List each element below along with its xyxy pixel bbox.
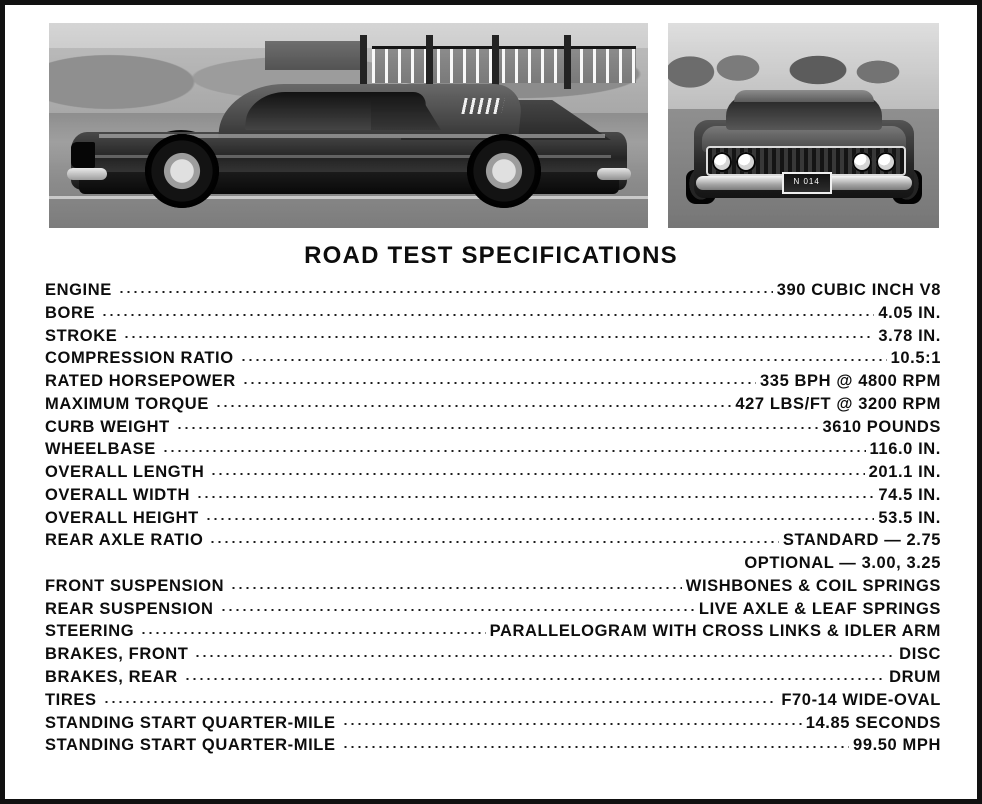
spec-row [45,643,941,666]
spec-label: MAXIMUM TORQUE [45,394,209,413]
leader-dots [162,444,866,458]
spec-row [45,370,941,393]
leader-dots [123,330,874,344]
car-side-silhouette [71,82,627,210]
spec-value: LIVE AXLE & LEAF SPRINGS [698,599,941,618]
spec-row [45,712,941,735]
spec-value: 390 CUBIC INCH V8 [776,281,941,299]
spec-label: STANDING START QUARTER-MILE [45,713,336,732]
spec-value: F70-14 WIDE-OVAL [781,690,941,709]
headlamp-icon [736,152,756,172]
spec-row [45,302,941,325]
spec-label: STEERING [45,622,135,641]
spec-value: 3610 POUNDS [822,417,941,436]
spec-label: ENGINE [45,281,112,299]
leader-dots [205,512,875,526]
spec-row [45,325,941,348]
spec-label: REAR AXLE RATIO [45,531,204,550]
spec-value: 53.5 IN. [878,508,941,527]
front-grille [71,142,95,168]
spec-label: RATED HORSEPOWER [45,372,236,391]
spec-value: 427 LBS/FT @ 3200 RPM [735,394,941,413]
fence-post [426,35,433,88]
spec-row [45,620,941,643]
spec-label: OVERALL LENGTH [45,463,205,482]
leader-dots [118,285,773,299]
headlamp-icon [712,152,732,172]
spec-row [45,416,941,439]
spec-row [45,438,941,461]
front-view-photo [668,23,939,228]
spec-label: TIRES [45,690,97,709]
leader-dots [140,626,485,640]
leader-dots [101,308,874,322]
leader-dots [210,467,864,481]
spec-label: STROKE [45,326,118,345]
spec-value: DISC [899,645,941,664]
spec-label: FRONT SUSPENSION [45,576,225,595]
spec-label: COMPRESSION RATIO [45,349,234,368]
rear-wheel [467,134,541,208]
leader-dots [194,649,895,663]
leader-dots [342,717,802,731]
spec-label: REAR SUSPENSION [45,599,214,618]
leader-dots [220,603,695,617]
spec-row [45,347,941,370]
spec-label: BORE [45,303,96,322]
spec-value: 335 BPH @ 4800 RPM [760,372,941,391]
leader-dots [209,535,778,549]
spec-row [45,552,941,575]
fence-post [564,35,571,88]
leader-dots [342,740,849,754]
spec-value: 3.78 IN. [878,326,941,345]
page-title: ROAD TEST SPECIFICATIONS [304,242,678,269]
spec-row [45,484,941,507]
spec-label: OVERALL HEIGHT [45,508,199,527]
background-building [265,41,361,70]
spec-row [45,507,941,530]
spec-label: OVERALL WIDTH [45,485,190,504]
spec-row [45,598,941,621]
headlamp-icon [852,152,872,172]
license-plate: N 014 [782,172,832,194]
fender-vent-icon [461,98,504,114]
leader-dots [230,581,682,595]
spec-value: 14.85 SECONDS [805,713,941,732]
spec-label: BRAKES, REAR [45,668,178,687]
fence-post [492,35,499,88]
leader-dots [215,399,731,413]
spec-value: 99.50 MPH [853,736,941,755]
spec-value: 10.5:1 [890,349,941,368]
spec-value: 116.0 IN. [869,440,941,459]
spec-value: DRUM [889,668,941,687]
spec-row [45,393,941,416]
spec-row [45,279,941,302]
fence-post [360,35,367,88]
rear-bumper [597,168,631,180]
leader-dots [242,376,756,390]
spec-value: STANDARD — 2.75 [782,531,941,550]
front-bumper [67,168,107,180]
side-view-photo [49,23,648,228]
spec-value: 4.05 IN. [878,303,941,322]
photo-row [27,23,955,228]
headlamp-icon [876,152,896,172]
car-roof [734,90,874,102]
spec-value: PARALLELOGRAM WITH CROSS LINKS & IDLER ARM [489,622,941,641]
leader-dots [176,421,819,435]
spec-row [45,461,941,484]
leader-dots [196,490,874,504]
spec-label: STANDING START QUARTER-MILE [45,736,336,755]
spec-value: OPTIONAL — 3.00, 3.25 [744,554,941,573]
car-front-silhouette [686,64,922,214]
spec-value: WISHBONES & COIL SPRINGS [685,576,941,595]
spec-label: CURB WEIGHT [45,417,170,436]
spec-label: BRAKES, FRONT [45,645,189,664]
background-fence [372,46,635,84]
spec-row [45,666,941,689]
leader-dots [240,353,887,367]
spec-row [45,689,941,712]
spec-value: 74.5 IN. [878,485,941,504]
leader-dots [103,695,778,709]
specifications-list [27,279,955,757]
spec-row [45,575,941,598]
spec-row [45,734,941,757]
leader-dots [184,672,885,686]
front-wheel [145,134,219,208]
spec-label: WHEELBASE [45,440,156,459]
spec-row [45,529,941,552]
spec-value: 201.1 IN. [868,463,941,482]
